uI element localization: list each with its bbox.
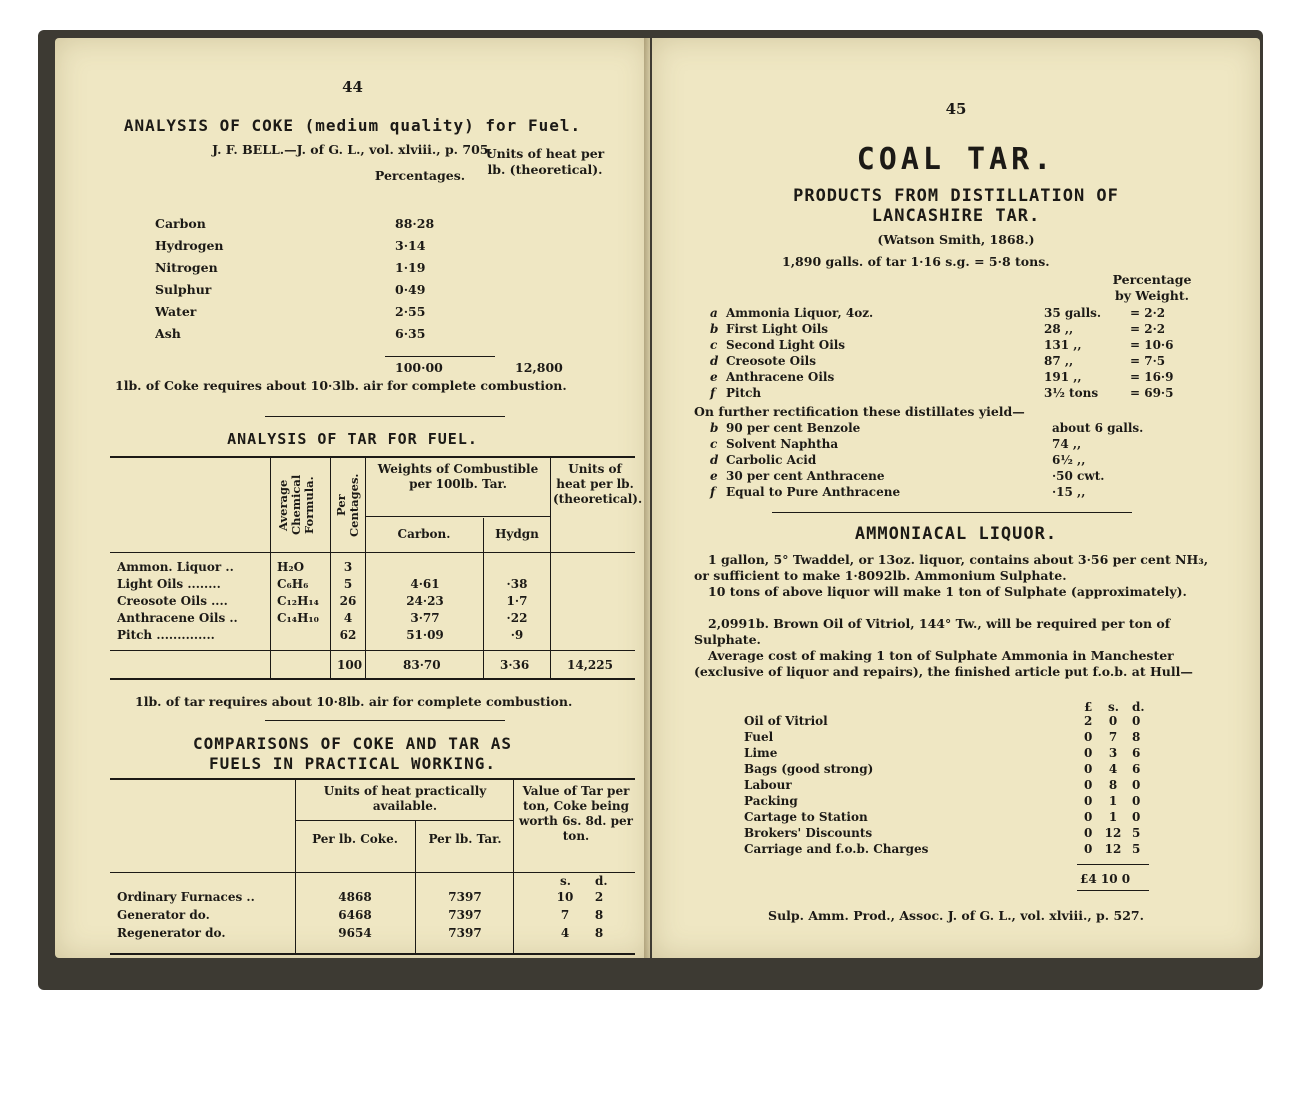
product-qty: 3½ tons <box>1044 386 1099 400</box>
product-letter: e <box>710 370 718 384</box>
coke-row-name: Carbon <box>155 216 206 231</box>
page-number: 44 <box>342 78 363 96</box>
product-pct: = 69·5 <box>1130 386 1174 400</box>
cost-item-pounds: 0 <box>1084 794 1093 808</box>
tar-vline-4 <box>483 518 484 678</box>
rectification-name: 30 per cent Anthracene <box>726 469 885 483</box>
product-pct: = 2·2 <box>1130 322 1166 336</box>
product-qty: 131 ,, <box>1044 338 1082 352</box>
product-pct: = 7·5 <box>1130 354 1166 368</box>
comparison-header-rule <box>110 872 635 873</box>
tar-row-name: Anthracene Oils .. <box>117 611 238 625</box>
coke-note: 1lb. of Coke requires about 10·3lb. air for complete combustion. <box>115 378 567 393</box>
tar-row-per: 62 <box>339 628 357 642</box>
ammoniacal-title: AMMONIACAL LIQUOR. <box>854 524 1058 544</box>
product-letter: b <box>710 322 719 336</box>
cost-item-pence: 5 <box>1132 826 1141 840</box>
coke-row-pct: 2·55 <box>395 304 426 319</box>
rectification-name: Carbolic Acid <box>726 453 817 467</box>
product-letter: d <box>710 354 719 368</box>
cost-item-shillings: 1 <box>1108 794 1118 808</box>
product-letter: a <box>710 306 718 320</box>
tar-vline-3 <box>365 456 366 678</box>
rectification-intro: On further rectification these distillates yield— <box>694 404 1025 419</box>
comparison-vline-3 <box>513 778 514 953</box>
comparison-h-value: Value of Tar per ton, Coke being worth 6s. 8d. per ton. <box>518 784 633 843</box>
comparison-row-name: Ordinary Furnaces .. <box>117 890 255 904</box>
cost-item-pounds: 0 <box>1084 842 1093 856</box>
tar-title: ANALYSIS OF TAR FOR FUEL. <box>227 430 478 448</box>
cost-item-name: Oil of Vitriol <box>744 714 828 728</box>
ammoniacal-para-1: 1 gallon, 5° Twaddel, or 13oz. liquor, contains about 3·56 per cent NH₃, or sufficient to make 1·8092lb. Ammonium Sulphate. <box>694 552 1209 583</box>
ammoniacal-para-2: 10 tons of above liquor will make 1 ton of Sulphate (approximately). <box>708 584 1187 599</box>
footer-reference: Sulp. Amm. Prod., Assoc. J. of G. L., vol. xlviii., p. 527. <box>768 908 1144 923</box>
coke-total-heat: 12,800 <box>515 360 563 375</box>
comparison-vline-1 <box>295 778 296 953</box>
comparison-row-coke: 4868 <box>338 890 372 904</box>
cost-item-shillings: 0 <box>1108 714 1118 728</box>
tar-h-weights: Weights of Combustible per 100lb. Tar. <box>377 462 539 491</box>
coke-row-name: Hydrogen <box>155 238 224 253</box>
comparison-title-2: FUELS IN PRACTICAL WORKING. <box>208 754 497 773</box>
tar-total-units: 14,225 <box>567 658 613 672</box>
coke-separator <box>265 416 505 417</box>
cost-item-pence: 0 <box>1132 714 1141 728</box>
products-title-2: LANCASHIRE TAR. <box>871 206 1041 226</box>
tar-top-rule <box>110 456 635 458</box>
product-name: Ammonia Liquor, 4oz. <box>726 306 874 320</box>
comparison-top-rule <box>110 778 635 780</box>
cost-item-pence: 5 <box>1132 842 1141 856</box>
tar-row-formula: C₁₂H₁₄ <box>277 594 319 608</box>
tar-row-per: 4 <box>343 611 353 625</box>
tar-h-hydgn: Hydgn <box>495 527 539 541</box>
product-letter: f <box>710 386 716 400</box>
tar-row-name: Creosote Oils .... <box>117 594 228 608</box>
percentage-header: Percentage by Weight. <box>1112 272 1192 303</box>
coke-row-pct: 6·35 <box>395 326 426 341</box>
tar-vline-5 <box>550 456 551 678</box>
comparison-row-tar: 7397 <box>448 926 482 940</box>
cost-item-shillings: 7 <box>1108 730 1118 744</box>
rectification-qty: ·15 ,, <box>1052 485 1086 499</box>
cost-item-name: Brokers' Discounts <box>744 826 873 840</box>
coke-row-name: Nitrogen <box>155 260 218 275</box>
rectification-letter: b <box>710 421 719 435</box>
tar-row-carbon: 4·61 <box>410 577 440 591</box>
product-pct: = 2·2 <box>1130 306 1166 320</box>
rectification-qty: 74 ,, <box>1052 437 1082 451</box>
coke-row-pct: 0·49 <box>395 282 426 297</box>
coke-total-pct: 100·00 <box>395 360 443 375</box>
cost-item-pence: 0 <box>1132 794 1141 808</box>
product-letter: c <box>710 338 718 352</box>
rectification-name: Equal to Pure Anthracene <box>726 485 901 499</box>
tar-total-carbon: 83·70 <box>403 658 441 672</box>
coke-title: ANALYSIS OF COKE (medium quality) for Fuel. <box>123 116 582 135</box>
tar-separator <box>265 720 505 721</box>
tar-h-formula: Average Chemical Formula. <box>276 474 316 536</box>
rectification-qty: about 6 galls. <box>1052 421 1144 435</box>
tar-total-hydgn: 3·36 <box>500 658 530 672</box>
ammoniacal-para-4: Average cost of making 1 ton of Sulphate Ammonia in Manchester (exclusive of liquor and repairs), the finished article put f.o.b. at Hull— <box>694 648 1193 679</box>
tar-vline-2 <box>330 456 331 678</box>
tar-row-name: Light Oils ........ <box>117 577 221 591</box>
rectification-letter: e <box>710 469 718 483</box>
coke-col-percentages: Percentages. <box>374 168 466 183</box>
cost-item-name: Cartage to Station <box>744 810 868 824</box>
product-name: Pitch <box>726 386 762 400</box>
cost-total-rule-bottom <box>1077 890 1149 891</box>
cost-item-pounds: 0 <box>1084 730 1093 744</box>
cost-item-shillings: 4 <box>1108 762 1118 776</box>
cost-item-shillings: 8 <box>1108 778 1118 792</box>
tar-weights-rule <box>365 516 550 517</box>
cost-item-name: Packing <box>744 794 798 808</box>
tar-row-hydgn: ·9 <box>510 628 524 642</box>
comparison-title-1: COMPARISONS OF COKE AND TAR AS <box>193 734 512 753</box>
coke-total-rule <box>385 356 495 357</box>
comparison-row-s: 7 <box>560 908 570 922</box>
tar-row-per: 5 <box>343 577 353 591</box>
rectification-name: 90 per cent Benzole <box>726 421 861 435</box>
cost-item-shillings: 1 <box>1108 810 1118 824</box>
page-number: 45 <box>945 100 967 118</box>
cost-total: £4 10 0 <box>1080 872 1131 886</box>
tar-h-per: Per Centages. <box>334 473 361 537</box>
product-qty: 191 ,, <box>1044 370 1082 384</box>
cost-head-pounds: £ <box>1084 700 1093 714</box>
tar-row-per: 3 <box>343 560 353 574</box>
coke-row-name: Ash <box>155 326 181 341</box>
tar-row-name: Ammon. Liquor .. <box>117 560 234 574</box>
left-page <box>55 38 650 958</box>
cost-total-rule <box>1077 864 1149 865</box>
cost-item-shillings: 12 <box>1104 826 1122 840</box>
comparison-h-s: s. <box>560 874 571 888</box>
comparison-units-rule <box>295 820 513 821</box>
tar-h-carbon: Carbon. <box>397 527 451 541</box>
tar-row-formula: C₁₄H₁₀ <box>277 611 319 625</box>
coke-source: J. F. BELL.—J. of G. L., vol. xlviii., p. 705. <box>212 142 493 157</box>
cost-item-name: Fuel <box>744 730 774 744</box>
coke-row-pct: 88·28 <box>395 216 435 231</box>
comparison-h-units: Units of heat practically available. <box>323 784 487 813</box>
comparison-row-name: Generator do. <box>117 908 210 922</box>
tar-h-units: Units of heat per lb. (theoretical). <box>553 462 643 506</box>
tar-vline-1 <box>270 456 271 678</box>
comparison-bottom-rule <box>110 953 635 955</box>
comparison-h-coke: Per lb. Coke. <box>312 832 398 846</box>
coke-col-heat: Units of heat per lb. (theoretical). <box>485 146 605 177</box>
product-name: Anthracene Oils <box>726 370 835 384</box>
product-name: Second Light Oils <box>726 338 846 352</box>
right-page <box>652 38 1260 958</box>
tar-header-rule <box>110 552 635 553</box>
rectification-qty: 6½ ,, <box>1052 453 1086 467</box>
cost-head-pence: d. <box>1132 700 1145 714</box>
tar-row-formula: H₂O <box>277 560 305 574</box>
products-title-1: PRODUCTS FROM DISTILLATION OF <box>793 186 1119 206</box>
coke-row-name: Sulphur <box>155 282 212 297</box>
product-pct: = 10·6 <box>1130 338 1174 352</box>
cost-item-name: Labour <box>744 778 792 792</box>
cost-item-pounds: 0 <box>1084 762 1093 776</box>
tar-total-per: 100 <box>337 658 363 672</box>
comparison-row-coke: 6468 <box>338 908 372 922</box>
comparison-vline-2 <box>415 820 416 953</box>
cost-item-name: Lime <box>744 746 778 760</box>
comparison-h-d: d. <box>595 874 608 888</box>
coke-row-pct: 3·14 <box>395 238 426 253</box>
cost-item-pence: 6 <box>1132 746 1141 760</box>
cost-item-pounds: 2 <box>1084 714 1093 728</box>
tar-row-hydgn: ·38 <box>506 577 528 591</box>
product-name: Creosote Oils <box>726 354 816 368</box>
rectification-letter: c <box>710 437 718 451</box>
rectification-letter: f <box>710 485 716 499</box>
coal-tar-title: COAL TAR. <box>856 142 1056 177</box>
comparison-row-tar: 7397 <box>448 890 482 904</box>
comparison-row-s: 4 <box>560 926 570 940</box>
tar-row-carbon: 51·09 <box>406 628 444 642</box>
tar-row-formula: C₆H₆ <box>277 577 309 591</box>
product-qty: 87 ,, <box>1044 354 1074 368</box>
cost-item-pounds: 0 <box>1084 810 1093 824</box>
cost-head-shillings: s. <box>1108 700 1119 714</box>
comparison-row-coke: 9654 <box>338 926 372 940</box>
tar-row-carbon: 24·23 <box>406 594 444 608</box>
cost-item-pounds: 0 <box>1084 778 1093 792</box>
product-qty: 28 ,, <box>1044 322 1074 336</box>
rectification-name: Solvent Naphtha <box>726 437 839 451</box>
cost-item-pence: 8 <box>1132 730 1141 744</box>
cost-item-pounds: 0 <box>1084 826 1093 840</box>
cost-item-pence: 0 <box>1132 810 1141 824</box>
cost-item-pence: 6 <box>1132 762 1141 776</box>
cost-item-shillings: 12 <box>1104 842 1122 856</box>
tar-row-hydgn: ·22 <box>506 611 528 625</box>
tar-total-rule <box>110 650 635 651</box>
comparison-row-d: 2 <box>594 890 604 904</box>
tar-row-carbon: 3·77 <box>410 611 440 625</box>
cost-item-pounds: 0 <box>1084 746 1093 760</box>
products-source: (Watson Smith, 1868.) <box>877 232 1035 247</box>
tar-row-hydgn: 1·7 <box>506 594 528 608</box>
comparison-row-tar: 7397 <box>448 908 482 922</box>
tar-row-per: 26 <box>339 594 357 608</box>
comparison-row-name: Regenerator do. <box>117 926 226 940</box>
tar-note: 1lb. of tar requires about 10·8lb. air for complete combustion. <box>135 694 573 709</box>
rectification-qty: ·50 cwt. <box>1052 469 1105 483</box>
comparison-row-s: 10 <box>556 890 574 904</box>
comparison-row-d: 8 <box>594 908 604 922</box>
cost-item-name: Carriage and f.o.b. Charges <box>744 842 929 856</box>
tar-row-name: Pitch .............. <box>117 628 215 642</box>
comparison-h-tar: Per lb. Tar. <box>428 832 502 846</box>
product-name: First Light Oils <box>726 322 829 336</box>
product-pct: = 16·9 <box>1130 370 1174 384</box>
cost-item-shillings: 3 <box>1108 746 1118 760</box>
ammoniacal-para-3: 2,0991b. Brown Oil of Vitriol, 144° Tw., will be required per ton of Sulphate. <box>694 616 1171 647</box>
galls-line: 1,890 galls. of tar 1·16 s.g. = 5·8 tons. <box>782 254 1050 269</box>
coke-row-pct: 1·19 <box>395 260 426 275</box>
product-qty: 35 galls. <box>1044 306 1102 320</box>
rectification-letter: d <box>710 453 719 467</box>
tar-bottom-rule <box>110 678 635 680</box>
comparison-row-d: 8 <box>594 926 604 940</box>
cost-item-name: Bags (good strong) <box>744 762 874 776</box>
cost-item-pence: 0 <box>1132 778 1141 792</box>
products-separator <box>772 512 1132 513</box>
coke-row-name: Water <box>155 304 197 319</box>
